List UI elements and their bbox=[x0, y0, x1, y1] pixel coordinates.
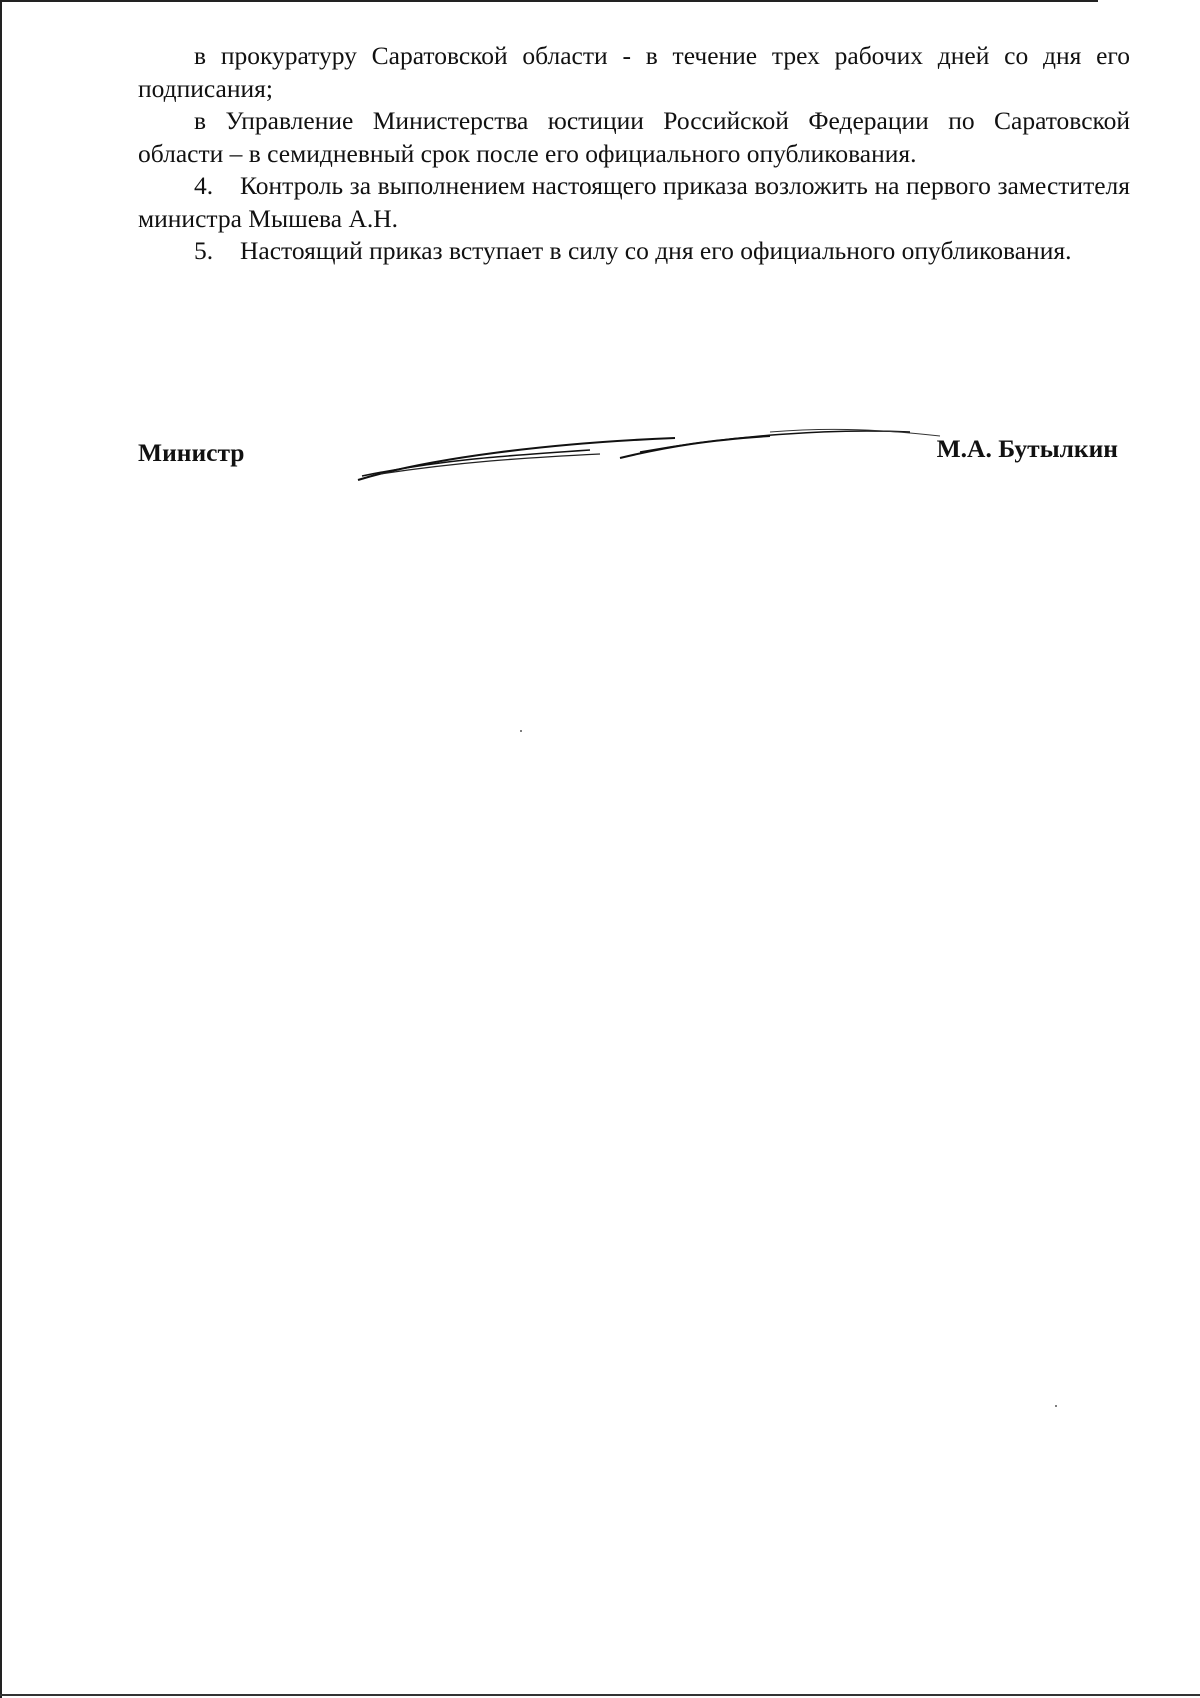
scan-speck bbox=[520, 730, 522, 732]
scan-speck bbox=[1055, 1405, 1057, 1407]
paragraph-text: Контроль за выполнением настоящего приказа возложить на первого заместителя министра Мышева А.Н. bbox=[138, 171, 1130, 233]
handwritten-signature bbox=[350, 418, 970, 488]
paragraph-item-5 bbox=[138, 235, 1130, 268]
paragraph-justice-ministry bbox=[138, 105, 1130, 170]
scan-border-bottom bbox=[0, 1694, 1200, 1696]
paragraph-text: в прокуратуру Саратовской области - в течение трех рабочих дней со дня его подписания; bbox=[138, 41, 1130, 103]
paragraph-text: в Управление Министерства юстиции Российской Федерации по Саратовской области – в семидневный срок после его официального опубликования. bbox=[138, 106, 1130, 168]
signatory-name: М.А. Бутылкин bbox=[936, 434, 1118, 463]
paragraph-item-4 bbox=[138, 170, 1130, 235]
signatory-title: Министр bbox=[138, 438, 245, 467]
scan-border-top bbox=[0, 0, 1098, 2]
paragraph-number: 5. bbox=[194, 236, 214, 265]
document-body bbox=[138, 40, 1130, 268]
paragraph-text: Настоящий приказ вступает в силу со дня его официального опубликования. bbox=[240, 236, 1072, 265]
scan-border-left bbox=[0, 0, 2, 1698]
paragraph-prosecutor bbox=[138, 40, 1130, 105]
paragraph-number: 4. bbox=[194, 171, 214, 200]
